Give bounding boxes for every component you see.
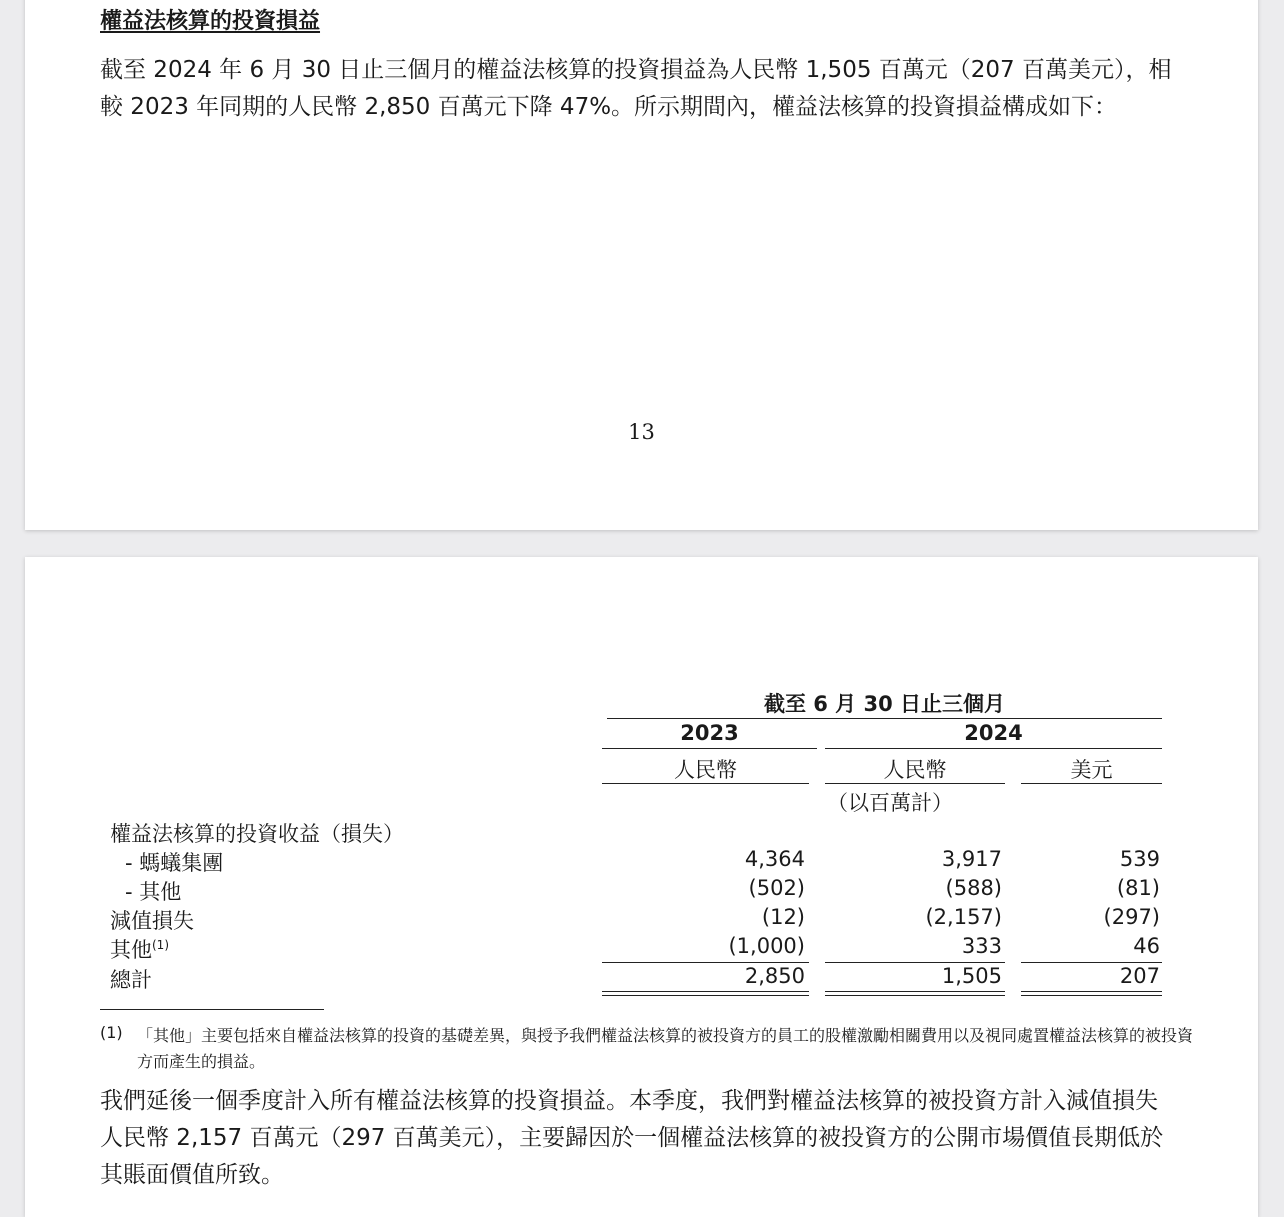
page-number: 13 <box>628 420 655 444</box>
currency-rule-2 <box>825 783 1005 784</box>
document-page-2 <box>25 557 1258 1217</box>
section-heading: 權益法核算的投資損益 <box>100 9 321 34</box>
row-label-text: 其他 <box>110 938 152 962</box>
value-usd-2024: (81) <box>1116 876 1160 900</box>
total-double-rule-1 <box>602 991 809 996</box>
impairment-paragraph: 我們延後一個季度計入所有權益法核算的投資損益。本季度，我們對權益法核算的被投資方計入減值損失人民幣 2,157 百萬元（297 百萬美元），主要歸因於一個權益法核算的被投資方的公開市場價值長期低於其賬面價值所致。 <box>100 1088 1164 1188</box>
header-rule <box>607 718 1162 719</box>
value-usd-2024: 46 <box>1133 934 1160 958</box>
value-usd-2024: (297) <box>1103 905 1160 929</box>
row-label: 總計 <box>110 968 152 992</box>
currency-header-rmb-2023: 人民幣 <box>674 758 737 782</box>
unit-note: （以百萬計） <box>827 791 953 815</box>
row-label <box>110 934 169 964</box>
value-rmb-2023: (1,000) <box>728 934 805 958</box>
value-rmb-2024: 333 <box>961 934 1002 958</box>
footnote-rule <box>100 1009 324 1010</box>
total-double-rule-2 <box>825 991 1005 996</box>
row-label: 減值損失 <box>110 909 194 933</box>
value-rmb-2024: (588) <box>945 876 1002 900</box>
year-2024-rule <box>825 748 1162 749</box>
value-rmb-2023: (502) <box>748 876 805 900</box>
currency-rule-1 <box>602 783 809 784</box>
document-page-1 <box>25 0 1258 530</box>
row-label: 權益法核算的投資收益（損失） <box>110 822 404 846</box>
value-rmb-2023: 4,364 <box>744 847 805 871</box>
value-rmb-2024: 1,505 <box>941 964 1002 988</box>
currency-rule-3 <box>1021 783 1162 784</box>
total-double-rule-3 <box>1021 991 1162 996</box>
footnote-number: (1) <box>100 1023 123 1042</box>
footnote-text: 「其他」主要包括來自權益法核算的投資的基礎差異，與授予我們權益法核算的被投資方的員工的股權激勵相關費用以及視同處置權益法核算的被投資方而產生的損益。 <box>137 1026 1194 1071</box>
row-label: - 螞蟻集團 <box>125 851 224 875</box>
value-rmb-2023: (12) <box>761 905 805 929</box>
currency-header-rmb-2024: 人民幣 <box>883 758 947 782</box>
intro-paragraph: 截至 2024 年 6 月 30 日止三個月的權益法核算的投資損益為人民幣 1,505 百萬元（207 百萬美元），相較 2023 年同期的人民幣 2,850 百萬元下降 47%。所示期間內，權益法核算的投資損益構成如下： <box>100 57 1172 120</box>
total-rule-top-2 <box>825 962 1005 963</box>
value-rmb-2024: (2,157) <box>925 905 1002 929</box>
year-2023-header: 2023 <box>680 721 739 745</box>
year-2023-rule <box>602 748 817 749</box>
currency-header-usd-2024: 美元 <box>1070 758 1113 782</box>
year-2024-header: 2024 <box>964 721 1023 745</box>
row-label: - 其他 <box>125 880 182 904</box>
value-usd-2024: 207 <box>1119 964 1160 988</box>
footnote-ref: (1) <box>152 938 169 952</box>
total-rule-top-1 <box>602 962 809 963</box>
value-usd-2024: 539 <box>1119 847 1160 871</box>
value-rmb-2024: 3,917 <box>941 847 1002 871</box>
period-header: 截至 6 月 30 日止三個月 <box>763 692 1006 716</box>
total-rule-top-3 <box>1021 962 1162 963</box>
value-rmb-2023: 2,850 <box>744 964 805 988</box>
